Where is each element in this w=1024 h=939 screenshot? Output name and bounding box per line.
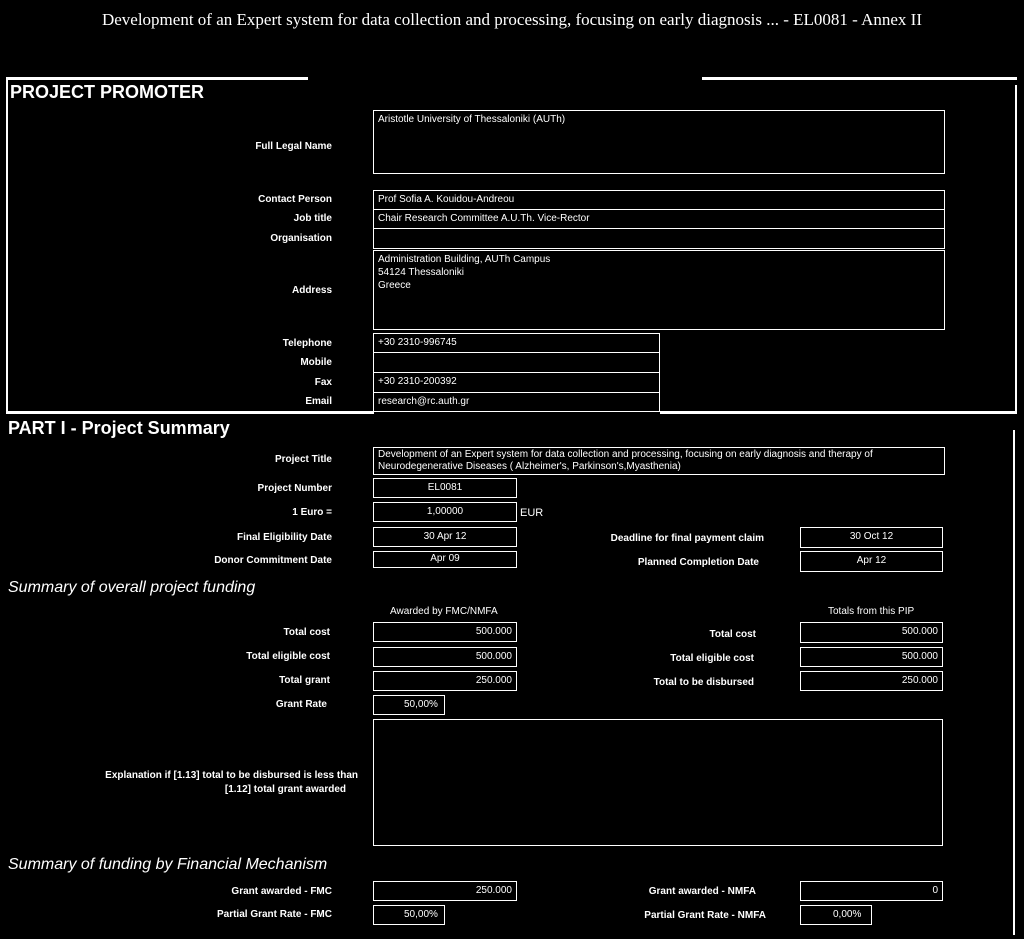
deadline-label: Deadline for final payment claim xyxy=(610,533,764,544)
grant-fmc-label: Grant awarded - FMC xyxy=(231,886,332,897)
fax-label: Fax xyxy=(314,377,332,388)
pip-total-eligible-label: Total eligible cost xyxy=(670,653,754,664)
promoter-right-rule xyxy=(1015,85,1017,412)
mechanism-heading: Summary of funding by Financial Mechanism xyxy=(8,856,328,873)
total-eligible-label: Total eligible cost xyxy=(246,651,330,662)
contact-person-label: Contact Person xyxy=(258,194,332,205)
address-label: Address xyxy=(291,285,332,296)
explanation-field[interactable] xyxy=(373,719,943,846)
address-line-1: Administration Building, AUTh Campus xyxy=(378,254,551,265)
pip-disbursed-field[interactable]: 250.000 xyxy=(800,671,943,691)
summary-right-rule xyxy=(1013,430,1015,935)
promoter-top-rule-right xyxy=(702,77,1017,80)
promoter-left-rule xyxy=(6,77,8,413)
grant-nmfa-field[interactable]: 0 xyxy=(800,881,943,901)
address-line-2: 54124 Thessaloniki xyxy=(378,267,464,278)
fax-field[interactable]: +30 2310-200392 xyxy=(373,372,660,393)
full-legal-name-label: Full Legal Name xyxy=(255,141,332,152)
project-number-field[interactable]: EL0081 xyxy=(373,478,517,498)
grant-rate-field[interactable]: 50,00% xyxy=(373,695,445,715)
contact-person-field[interactable]: Prof Sofia A. Kouidou-Andreou xyxy=(373,190,945,210)
euro-rate-label: 1 Euro = xyxy=(292,507,332,518)
donor-commitment-field[interactable]: Apr 09 xyxy=(373,551,517,568)
euro-rate-field[interactable]: 1,00000 xyxy=(373,502,517,522)
promoter-top-rule-left xyxy=(6,77,308,80)
awarded-header: Awarded by FMC/NMFA xyxy=(390,606,498,617)
pip-total-cost-label: Total cost xyxy=(709,629,756,640)
total-cost-field[interactable]: 500.000 xyxy=(373,622,517,642)
email-field[interactable]: research@rc.auth.gr xyxy=(373,392,660,412)
job-title-label: Job title xyxy=(293,213,332,224)
donor-commitment-label: Donor Commitment Date xyxy=(214,555,332,566)
organisation-field[interactable] xyxy=(373,228,945,249)
planned-completion-label: Planned Completion Date xyxy=(637,557,759,568)
email-label: Email xyxy=(305,396,332,407)
pip-total-eligible-field[interactable]: 500.000 xyxy=(800,647,943,667)
total-grant-field[interactable]: 250.000 xyxy=(373,671,517,691)
partial-fmc-label: Partial Grant Rate - FMC xyxy=(216,909,332,920)
grant-nmfa-label: Grant awarded - NMFA xyxy=(648,886,756,897)
currency-label: EUR xyxy=(520,507,544,519)
address-field[interactable] xyxy=(373,250,945,330)
project-title-line-2: Neurodegenerative Diseases ( Alzheimer's, Parkinson's,Myasthenia) xyxy=(378,461,681,472)
final-eligibility-field[interactable]: 30 Apr 12 xyxy=(373,527,517,547)
explanation-label-line-1: Explanation if [1.13] total to be disbursed is less than xyxy=(105,770,358,781)
deadline-field[interactable]: 30 Oct 12 xyxy=(800,527,943,548)
total-cost-label: Total cost xyxy=(283,627,330,638)
partial-nmfa-label: Partial Grant Rate - NMFA xyxy=(644,910,766,921)
document-title: Development of an Expert system for data collection and processing, focusing on early diagnosis ... - EL0081 - Annex II xyxy=(101,10,923,29)
summary-heading: PART I - Project Summary xyxy=(8,418,230,438)
explanation-label-line-2: [1.12] total grant awarded xyxy=(224,784,346,795)
totals-header: Totals from this PIP xyxy=(828,606,915,617)
project-number-label: Project Number xyxy=(257,483,332,494)
project-title-label: Project Title xyxy=(274,454,332,465)
pip-total-cost-field[interactable]: 500.000 xyxy=(800,622,943,643)
total-grant-label: Total grant xyxy=(279,675,330,686)
telephone-field[interactable]: +30 2310-996745 xyxy=(373,333,660,353)
full-legal-name-field[interactable]: Aristotle University of Thessaloniki (AUTh) xyxy=(373,110,945,174)
grant-rate-label: Grant Rate xyxy=(275,699,327,710)
planned-completion-field[interactable]: Apr 12 xyxy=(800,551,943,572)
organisation-label: Organisation xyxy=(270,233,332,244)
project-title-field[interactable] xyxy=(373,447,945,475)
final-eligibility-label: Final Eligibility Date xyxy=(236,532,332,543)
partial-fmc-field[interactable]: 50,00% xyxy=(373,905,445,925)
promoter-heading: PROJECT PROMOTER xyxy=(10,82,205,102)
summary-top-rule-right xyxy=(660,411,1017,414)
mobile-label: Mobile xyxy=(300,357,332,368)
funding-heading: Summary of overall project funding xyxy=(8,579,256,596)
job-title-field[interactable]: Chair Research Committee A.U.Th. Vice-Rector xyxy=(373,209,945,229)
address-line-3: Greece xyxy=(378,280,411,291)
total-eligible-field[interactable]: 500.000 xyxy=(373,647,517,667)
telephone-label: Telephone xyxy=(282,338,332,349)
pip-disbursed-label: Total to be disbursed xyxy=(653,677,754,688)
project-title-line-1: Development of an Expert system for data collection and processing, focusing on early diagnosis and therapy of xyxy=(378,449,873,460)
summary-top-rule-left xyxy=(6,411,374,414)
grant-fmc-field[interactable]: 250.000 xyxy=(373,881,517,901)
mobile-field[interactable] xyxy=(373,352,660,373)
partial-nmfa-field[interactable]: 0,00% xyxy=(800,905,872,925)
